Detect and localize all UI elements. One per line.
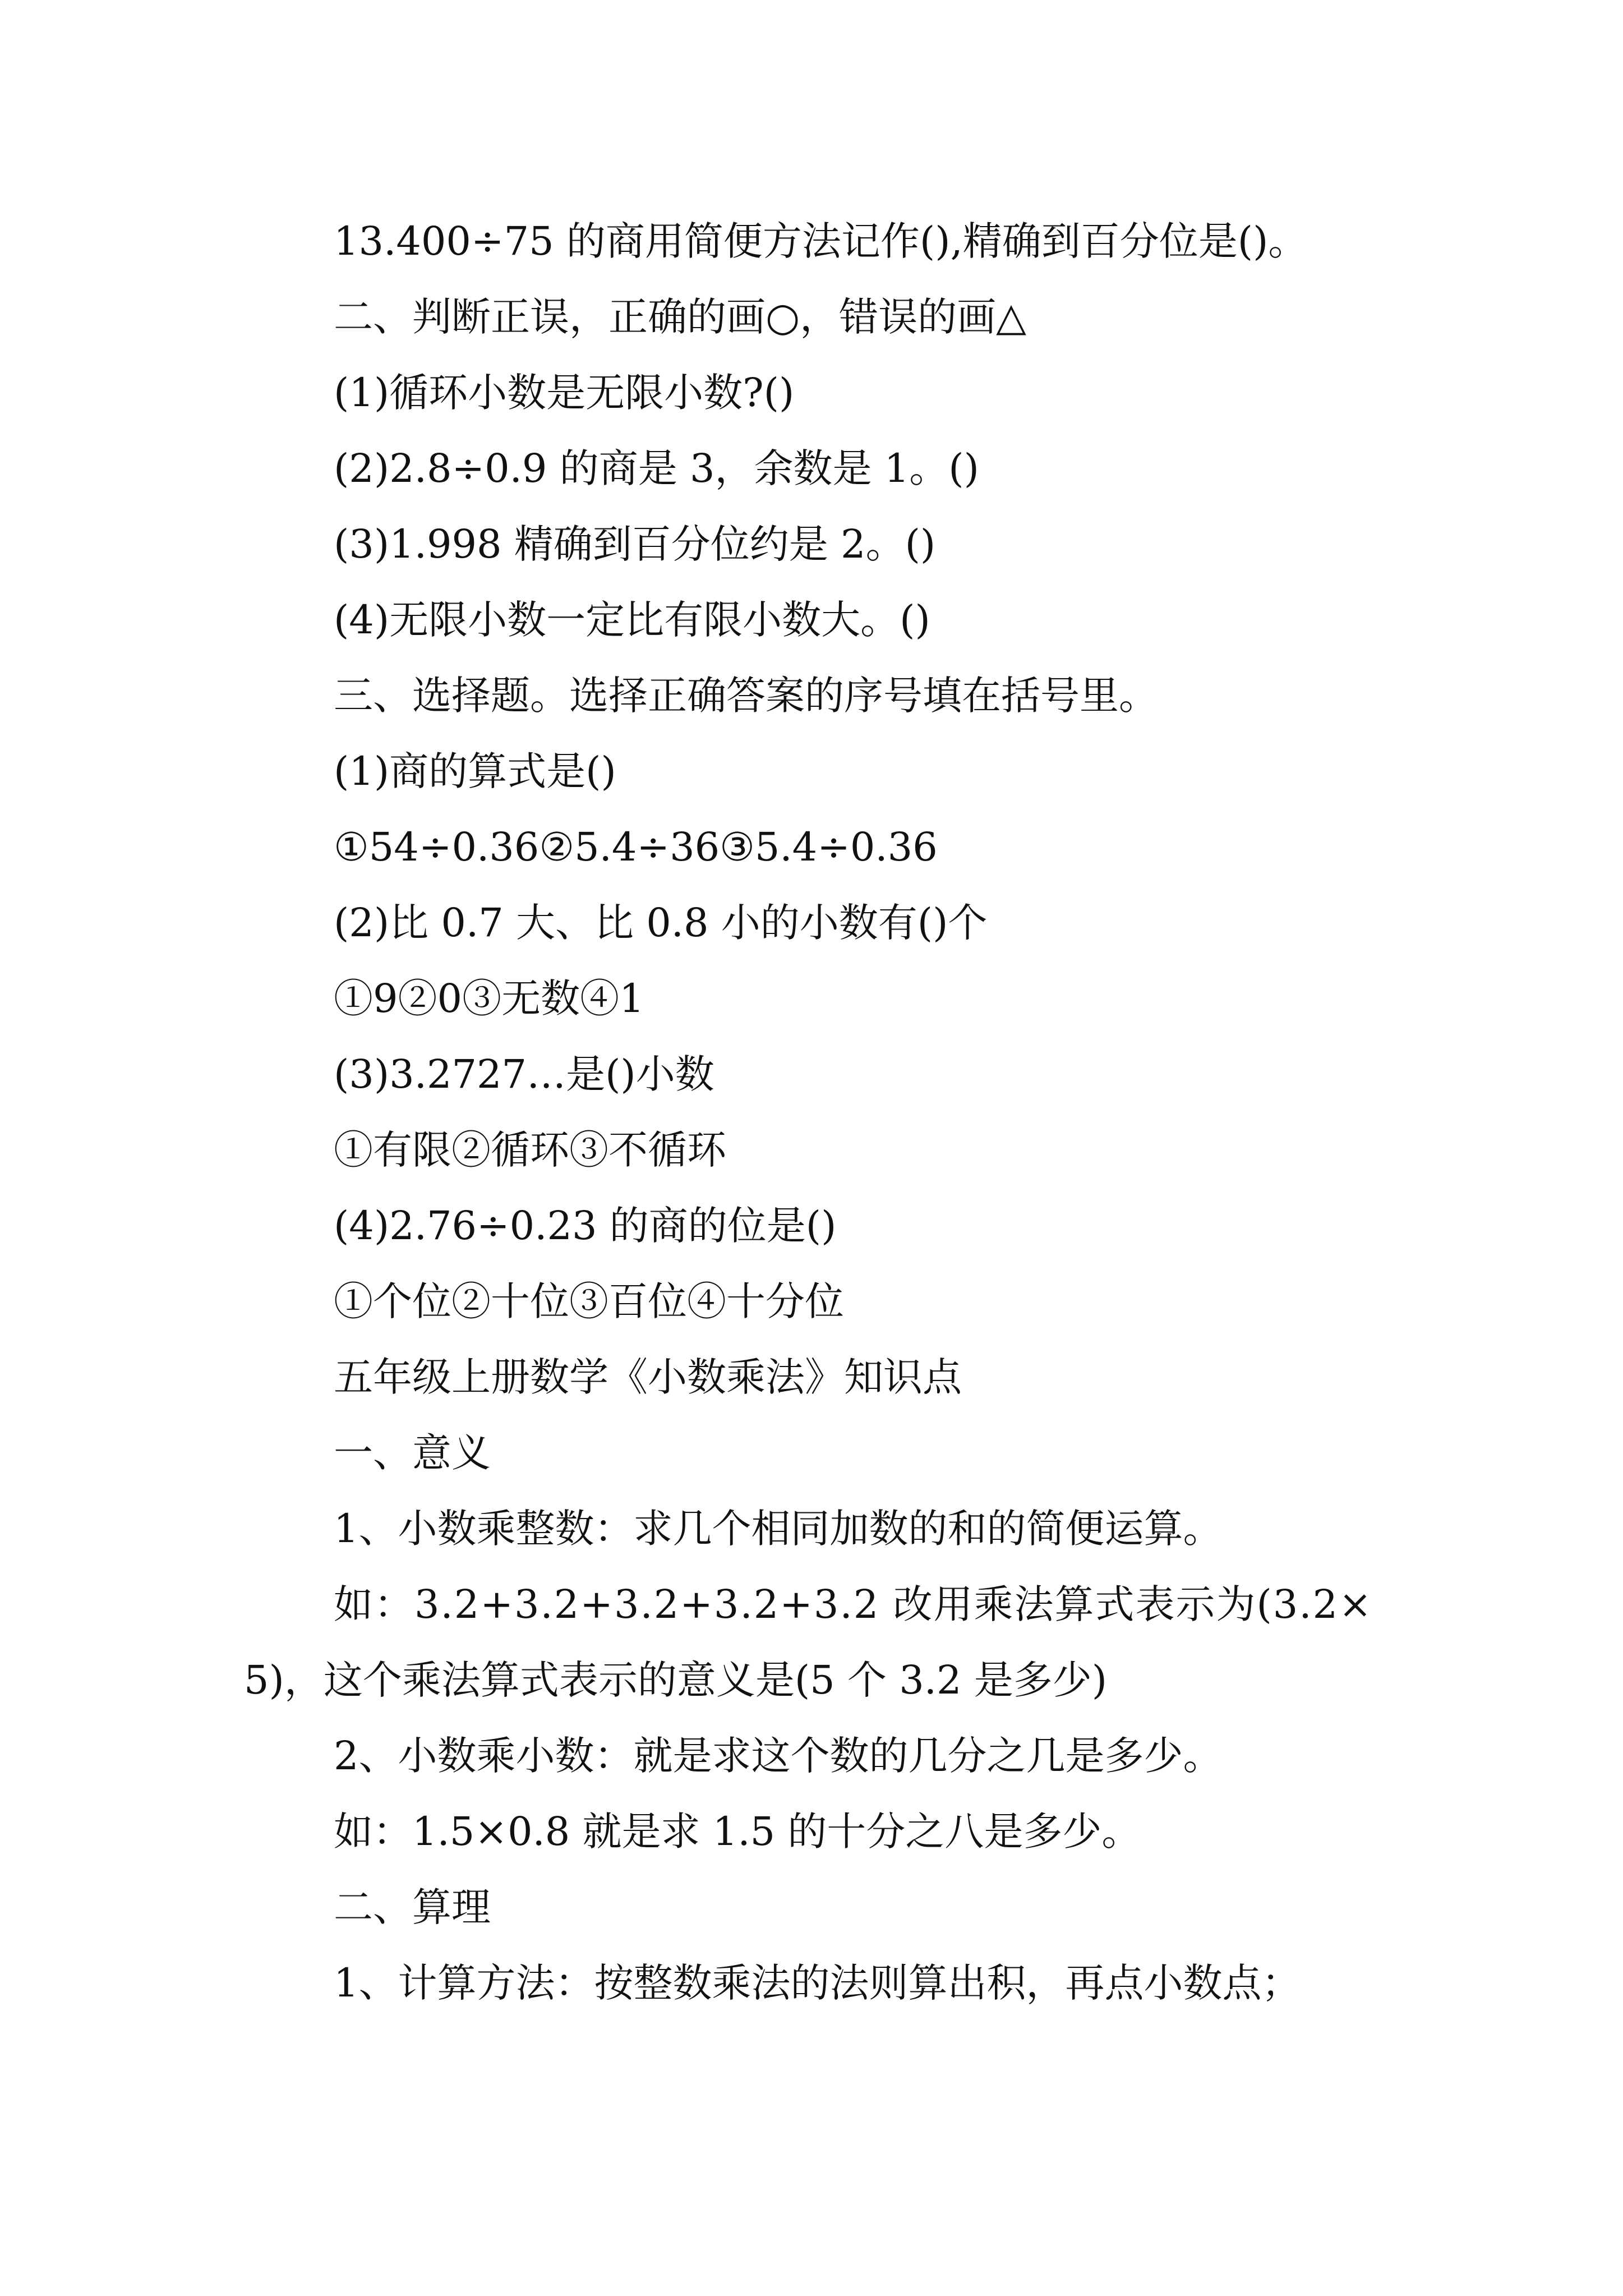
text-line: 13.400÷75 的商用简便方法记作(),精确到百分位是()。 <box>334 218 1308 264</box>
text-line: (1)商的算式是() <box>334 748 616 794</box>
text-line: (3)3.2727…是()小数 <box>334 1051 714 1097</box>
section-heading: 二、算理 <box>334 1884 491 1930</box>
text-line: 如：3.2+3.2+3.2+3.2+3.2 改用乘法算式表示为(3.2× <box>334 1581 1373 1627</box>
text-line: ①9②0③无数④1 <box>334 976 644 1022</box>
text-line: 2、小数乘小数：就是求这个数的几分之几是多少。 <box>334 1733 1223 1779</box>
text-line: ①个位②十位③百位④十分位 <box>334 1278 844 1324</box>
section-heading: 三、选择题。选择正确答案的序号填在括号里。 <box>334 673 1158 719</box>
section-heading: 一、意义 <box>334 1430 491 1476</box>
text-line: ①54÷0.36②5.4÷36③5.4÷0.36 <box>334 824 938 870</box>
text-line: (2)比 0.7 大、比 0.8 小的小数有()个 <box>334 900 988 946</box>
section-heading: 二、判断正误，正确的画○，错误的画△ <box>334 294 1026 340</box>
document-title: 五年级上册数学《小数乘法》知识点 <box>334 1354 962 1400</box>
text-line: (3)1.998 精确到百分位约是 2。() <box>334 521 936 567</box>
text-line: (1)循环小数是无限小数?() <box>334 370 795 416</box>
text-line: (2)2.8÷0.9 的商是 3，余数是 1。() <box>334 445 979 491</box>
text-line: ①有限②循环③不循环 <box>334 1127 726 1173</box>
text-line: 1、小数乘整数：求几个相同加数的和的简便运算。 <box>334 1506 1223 1552</box>
text-line: (4)无限小数一定比有限小数大。() <box>334 597 930 643</box>
text-line: 1、计算方法：按整数乘法的法则算出积，再点小数点； <box>334 1960 1301 2006</box>
text-line: 如：1.5×0.8 就是求 1.5 的十分之八是多少。 <box>334 1809 1141 1855</box>
text-line: 5)，这个乘法算式表示的意义是(5 个 3.2 是多少) <box>244 1657 1108 1703</box>
text-line: (4)2.76÷0.23 的商的位是() <box>334 1203 837 1249</box>
